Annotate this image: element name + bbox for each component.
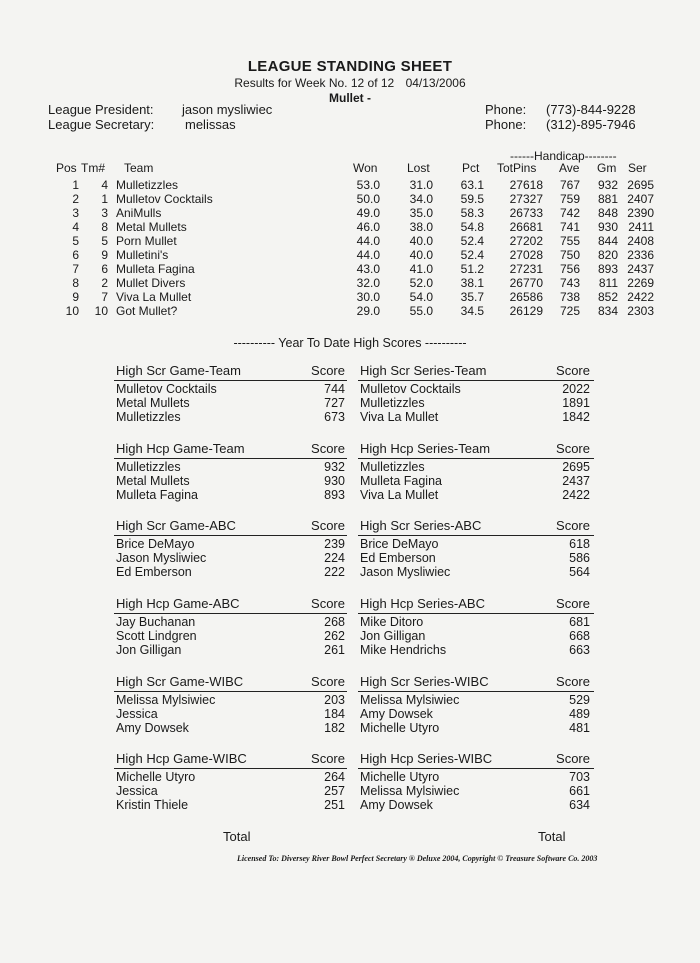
section-divider: [358, 768, 594, 769]
standings-row: [0, 248, 700, 262]
cell-hcp-series: 2411: [628, 220, 654, 234]
cell-won: 44.0: [356, 234, 380, 248]
cell-team-name: Mullet Divers: [116, 276, 186, 290]
high-score-name: Brice DeMayo: [116, 537, 195, 551]
high-score-name: Mulletizzles: [116, 460, 181, 474]
high-score-name: Michelle Utyro: [360, 770, 440, 784]
cell-hcp-game: 932: [597, 178, 618, 192]
cell-pct: 38.1: [460, 276, 484, 290]
cell-team-name: Porn Mullet: [116, 234, 177, 248]
high-score-value: 1842: [562, 410, 590, 424]
cell-total-pins: 27327: [509, 192, 543, 206]
high-score-name: Melissa Mylsiwiec: [360, 784, 460, 798]
cell-team-number: 9: [101, 248, 108, 262]
high-score-value: 1891: [562, 396, 590, 410]
standings-row: [0, 262, 700, 276]
cell-total-pins: 27618: [509, 178, 543, 192]
high-score-name: Metal Mullets: [116, 474, 190, 488]
column-header-total-pins: TotPins: [497, 161, 537, 175]
section-divider: [114, 535, 347, 536]
cell-hcp-game: 834: [597, 304, 618, 318]
high-score-name: Mike Hendrichs: [360, 643, 447, 657]
high-score-title: High Scr Series-Team: [360, 363, 487, 378]
cell-total-pins: 27028: [509, 248, 543, 262]
high-score-name: Mike Ditoro: [360, 615, 424, 629]
secretary-phone: (312)-895-7946: [546, 117, 636, 132]
cell-pct: 63.1: [460, 178, 484, 192]
section-divider: [358, 613, 594, 614]
cell-hcp-series: 2695: [627, 178, 654, 192]
cell-pos: 1: [72, 178, 79, 192]
cell-team-number: 4: [101, 178, 108, 192]
cell-lost: 55.0: [409, 304, 433, 318]
cell-average: 759: [559, 192, 580, 206]
score-column-label: Score: [556, 674, 590, 689]
cell-team-number: 6: [101, 262, 108, 276]
cell-lost: 40.0: [409, 234, 433, 248]
high-score-name: Melissa Mylsiwiec: [360, 693, 460, 707]
results-date: 04/13/2006: [405, 76, 466, 90]
high-score-title: High Hcp Game-ABC: [116, 596, 240, 611]
score-column-label: Score: [556, 518, 590, 533]
high-score-name: Amy Dowsek: [360, 707, 433, 721]
cell-lost: 35.0: [409, 206, 433, 220]
high-score-name: Amy Dowsek: [360, 798, 433, 812]
score-column-label: Score: [311, 674, 345, 689]
cell-lost: 34.0: [409, 192, 433, 206]
high-score-value: 251: [324, 798, 345, 812]
score-column-label: Score: [556, 751, 590, 766]
cell-pct: 34.5: [460, 304, 484, 318]
high-score-value: 744: [324, 382, 345, 396]
high-score-title: High Hcp Game-Team: [116, 441, 245, 456]
column-header-lost: Lost: [407, 161, 430, 175]
high-score-value: 529: [569, 693, 590, 707]
secretary-label: League Secretary:: [48, 117, 155, 132]
cell-average: 767: [559, 178, 580, 192]
cell-won: 50.0: [356, 192, 380, 206]
score-column-label: Score: [311, 596, 345, 611]
high-score-value: 618: [569, 537, 590, 551]
score-column-label: Score: [556, 441, 590, 456]
cell-hcp-series: 2336: [627, 248, 654, 262]
cell-pos: 5: [72, 234, 79, 248]
high-score-name: Jason Mysliwiec: [116, 551, 207, 565]
high-score-title: High Scr Game-ABC: [116, 518, 236, 533]
high-score-value: 261: [324, 643, 345, 657]
high-score-value: 268: [324, 615, 345, 629]
cell-lost: 52.0: [409, 276, 433, 290]
cell-hcp-game: 811: [598, 276, 618, 290]
high-score-name: Michelle Utyro: [116, 770, 196, 784]
cell-team-number: 10: [94, 304, 108, 318]
section-divider: [114, 768, 347, 769]
standings-row: [0, 206, 700, 220]
score-column-label: Score: [556, 363, 590, 378]
cell-team-number: 7: [101, 290, 108, 304]
column-header-hcp-series: Ser: [628, 161, 647, 175]
cell-pct: 54.8: [460, 220, 484, 234]
high-score-name: Viva La Mullet: [360, 410, 439, 424]
high-score-value: 222: [324, 565, 345, 579]
sheet-title: LEAGUE STANDING SHEET: [247, 58, 453, 75]
secretary-phone-label: Phone:: [485, 117, 527, 132]
high-score-name: Mulletov Cocktails: [116, 382, 217, 396]
standings-header-row: [0, 161, 700, 175]
cell-won: 46.0: [356, 220, 380, 234]
high-score-value: 932: [324, 460, 345, 474]
section-divider: [114, 380, 347, 381]
high-score-value: 182: [324, 721, 345, 735]
high-score-title: High Hcp Game-WIBC: [116, 751, 247, 766]
high-score-value: 2022: [562, 382, 590, 396]
high-score-value: 2695: [562, 460, 590, 474]
cell-total-pins: 26733: [509, 206, 543, 220]
league-name: Mullet -: [329, 91, 371, 105]
cell-lost: 38.0: [409, 220, 433, 234]
handicap-header: ------Handicap--------: [510, 149, 617, 163]
high-score-name: Mulletizzles: [360, 460, 425, 474]
high-score-name: Scott Lindgren: [116, 629, 197, 643]
score-column-label: Score: [311, 363, 345, 378]
cell-pct: 35.7: [460, 290, 484, 304]
section-divider: [114, 458, 347, 459]
cell-total-pins: 26129: [509, 304, 543, 318]
cell-team-number: 8: [101, 220, 108, 234]
cell-lost: 54.0: [409, 290, 433, 304]
high-score-title: High Hcp Series-Team: [360, 441, 491, 456]
high-score-name: Mulletizzles: [116, 410, 181, 424]
column-header-hcp-game: Gm: [597, 161, 617, 175]
president-phone-label: Phone:: [485, 102, 527, 117]
cell-average: 743: [559, 276, 580, 290]
cell-team-name: Mulleta Fagina: [116, 262, 195, 276]
cell-hcp-game: 930: [597, 220, 618, 234]
high-score-title: High Scr Series-ABC: [360, 518, 482, 533]
cell-team-number: 3: [101, 206, 108, 220]
cell-average: 750: [559, 248, 580, 262]
column-header-average: Ave: [559, 161, 580, 175]
high-score-value: 673: [324, 410, 345, 424]
high-score-value: 257: [324, 784, 345, 798]
column-header-pct: Pct: [462, 161, 480, 175]
cell-pct: 59.5: [460, 192, 484, 206]
high-score-value: 564: [569, 565, 590, 579]
column-header-pos: Pos: [56, 161, 77, 175]
high-score-name: Ed Emberson: [116, 565, 192, 579]
high-score-name: Melissa Mylsiwiec: [116, 693, 216, 707]
high-score-name: Mulleta Fagina: [116, 488, 198, 502]
high-score-title: High Scr Game-Team: [116, 363, 241, 378]
cell-team-name: Metal Mullets: [116, 220, 187, 234]
cell-team-name: Got Mullet?: [116, 304, 178, 318]
total-left: Total: [223, 829, 251, 844]
high-score-value: 239: [324, 537, 345, 551]
president-name: jason mysliwiec: [182, 102, 273, 117]
cell-pos: 4: [72, 220, 79, 234]
high-score-value: 2437: [562, 474, 590, 488]
cell-pos: 8: [72, 276, 79, 290]
high-score-name: Mulleta Fagina: [360, 474, 442, 488]
cell-team-number: 5: [101, 234, 108, 248]
high-score-name: Jay Buchanan: [116, 615, 196, 629]
score-column-label: Score: [311, 518, 345, 533]
license-footer: Licensed To: Diversey River Bowl Perfect Secretary ® Deluxe 2004, Copyright © Treasure Software Co. 2003: [237, 854, 598, 863]
section-divider: [358, 691, 594, 692]
cell-pos: 7: [72, 262, 79, 276]
score-column-label: Score: [311, 751, 345, 766]
cell-pos: 6: [72, 248, 79, 262]
high-score-name: Jessica: [116, 707, 158, 721]
secretary-name: melissas: [185, 117, 236, 132]
cell-pct: 58.3: [460, 206, 484, 220]
high-score-value: 634: [569, 798, 590, 812]
section-divider: [358, 458, 594, 459]
cell-total-pins: 26770: [509, 276, 543, 290]
cell-won: 53.0: [356, 178, 380, 192]
cell-average: 755: [559, 234, 580, 248]
high-score-name: Jon Gilligan: [360, 629, 426, 643]
cell-pos: 9: [72, 290, 79, 304]
total-right: Total: [538, 829, 566, 844]
high-score-value: 703: [569, 770, 590, 784]
cell-won: 30.0: [356, 290, 380, 304]
standings-row: [0, 290, 700, 304]
cell-team-number: 2: [101, 276, 108, 290]
high-score-name: Mulletov Cocktails: [360, 382, 461, 396]
cell-hcp-series: 2269: [627, 276, 654, 290]
section-divider: [114, 613, 347, 614]
high-score-value: 489: [569, 707, 590, 721]
cell-hcp-game: 852: [597, 290, 618, 304]
cell-lost: 41.0: [409, 262, 433, 276]
high-score-name: Metal Mullets: [116, 396, 190, 410]
high-score-value: 586: [569, 551, 590, 565]
cell-team-name: Mulletov Cocktails: [116, 192, 213, 206]
cell-pos: 2: [72, 192, 79, 206]
high-score-name: Kristin Thiele: [116, 798, 189, 812]
cell-won: 43.0: [356, 262, 380, 276]
high-score-title: High Scr Game-WIBC: [116, 674, 244, 689]
cell-won: 32.0: [356, 276, 380, 290]
high-score-value: 661: [569, 784, 590, 798]
high-score-value: 224: [324, 551, 345, 565]
cell-lost: 31.0: [409, 178, 433, 192]
cell-team-name: Mulletizzles: [116, 178, 179, 192]
high-score-value: 727: [324, 396, 345, 410]
section-divider: [114, 691, 347, 692]
cell-won: 44.0: [356, 248, 380, 262]
high-score-value: 668: [569, 629, 590, 643]
column-header-won: Won: [353, 161, 378, 175]
cell-won: 29.0: [356, 304, 380, 318]
cell-hcp-series: 2407: [627, 192, 654, 206]
cell-pct: 51.2: [460, 262, 484, 276]
score-column-label: Score: [556, 596, 590, 611]
column-header-team-name: Team: [124, 161, 154, 175]
cell-total-pins: 26586: [509, 290, 543, 304]
cell-average: 756: [559, 262, 580, 276]
high-score-title: High Hcp Series-WIBC: [360, 751, 493, 766]
cell-hcp-game: 844: [597, 234, 618, 248]
cell-team-name: Mulletini's: [116, 248, 169, 262]
cell-team-number: 1: [101, 192, 108, 206]
high-score-title: High Scr Series-WIBC: [360, 674, 489, 689]
ytd-title: ---------- Year To Date High Scores ----------: [233, 336, 467, 350]
standings-row: [0, 304, 700, 318]
cell-pct: 52.4: [460, 234, 484, 248]
president-phone: (773)-844-9228: [546, 102, 636, 117]
cell-average: 738: [559, 290, 580, 304]
cell-won: 49.0: [356, 206, 380, 220]
cell-pos: 10: [65, 304, 79, 318]
cell-hcp-game: 881: [597, 192, 618, 206]
high-score-value: 893: [324, 488, 345, 502]
cell-total-pins: 27202: [509, 234, 543, 248]
cell-lost: 40.0: [409, 248, 433, 262]
week-results: [0, 76, 700, 90]
standings-row: [0, 192, 700, 206]
cell-pct: 52.4: [460, 248, 484, 262]
high-score-name: Jessica: [116, 784, 158, 798]
cell-pos: 3: [72, 206, 79, 220]
high-score-name: Michelle Utyro: [360, 721, 440, 735]
high-score-name: Ed Emberson: [360, 551, 436, 565]
cell-total-pins: 27231: [509, 262, 543, 276]
president-label: League President:: [48, 102, 154, 117]
cell-average: 741: [559, 220, 580, 234]
high-score-value: 2422: [562, 488, 590, 502]
cell-hcp-series: 2303: [627, 304, 654, 318]
high-score-name: Viva La Mullet: [360, 488, 439, 502]
high-score-value: 663: [569, 643, 590, 657]
cell-hcp-series: 2422: [627, 290, 654, 304]
standings-row: [0, 178, 700, 192]
cell-hcp-series: 2437: [627, 262, 654, 276]
high-score-value: 262: [324, 629, 345, 643]
high-score-name: Brice DeMayo: [360, 537, 439, 551]
column-header-team-number: Tm#: [81, 161, 105, 175]
cell-average: 725: [559, 304, 580, 318]
high-score-name: Jason Mysliwiec: [360, 565, 451, 579]
high-score-name: Mulletizzles: [360, 396, 425, 410]
cell-hcp-game: 848: [597, 206, 618, 220]
high-score-value: 184: [324, 707, 345, 721]
cell-hcp-series: 2408: [627, 234, 654, 248]
high-score-title: High Hcp Series-ABC: [360, 596, 485, 611]
cell-hcp-game: 893: [597, 262, 618, 276]
section-divider: [358, 380, 594, 381]
standings-row: [0, 220, 700, 234]
high-score-value: 481: [569, 721, 590, 735]
high-score-value: 203: [324, 693, 345, 707]
cell-team-name: Viva La Mullet: [116, 290, 192, 304]
high-score-value: 681: [569, 615, 590, 629]
cell-average: 742: [559, 206, 580, 220]
high-score-name: Amy Dowsek: [116, 721, 189, 735]
cell-hcp-game: 820: [597, 248, 618, 262]
cell-team-name: AniMulls: [116, 206, 162, 220]
standings-row: [0, 276, 700, 290]
high-score-value: 930: [324, 474, 345, 488]
high-score-name: Jon Gilligan: [116, 643, 182, 657]
standings-row: [0, 234, 700, 248]
section-divider: [358, 535, 594, 536]
high-score-value: 264: [324, 770, 345, 784]
score-column-label: Score: [311, 441, 345, 456]
results-label: Results for Week No. 12 of 12: [234, 76, 395, 90]
cell-hcp-series: 2390: [627, 206, 654, 220]
cell-total-pins: 26681: [509, 220, 543, 234]
